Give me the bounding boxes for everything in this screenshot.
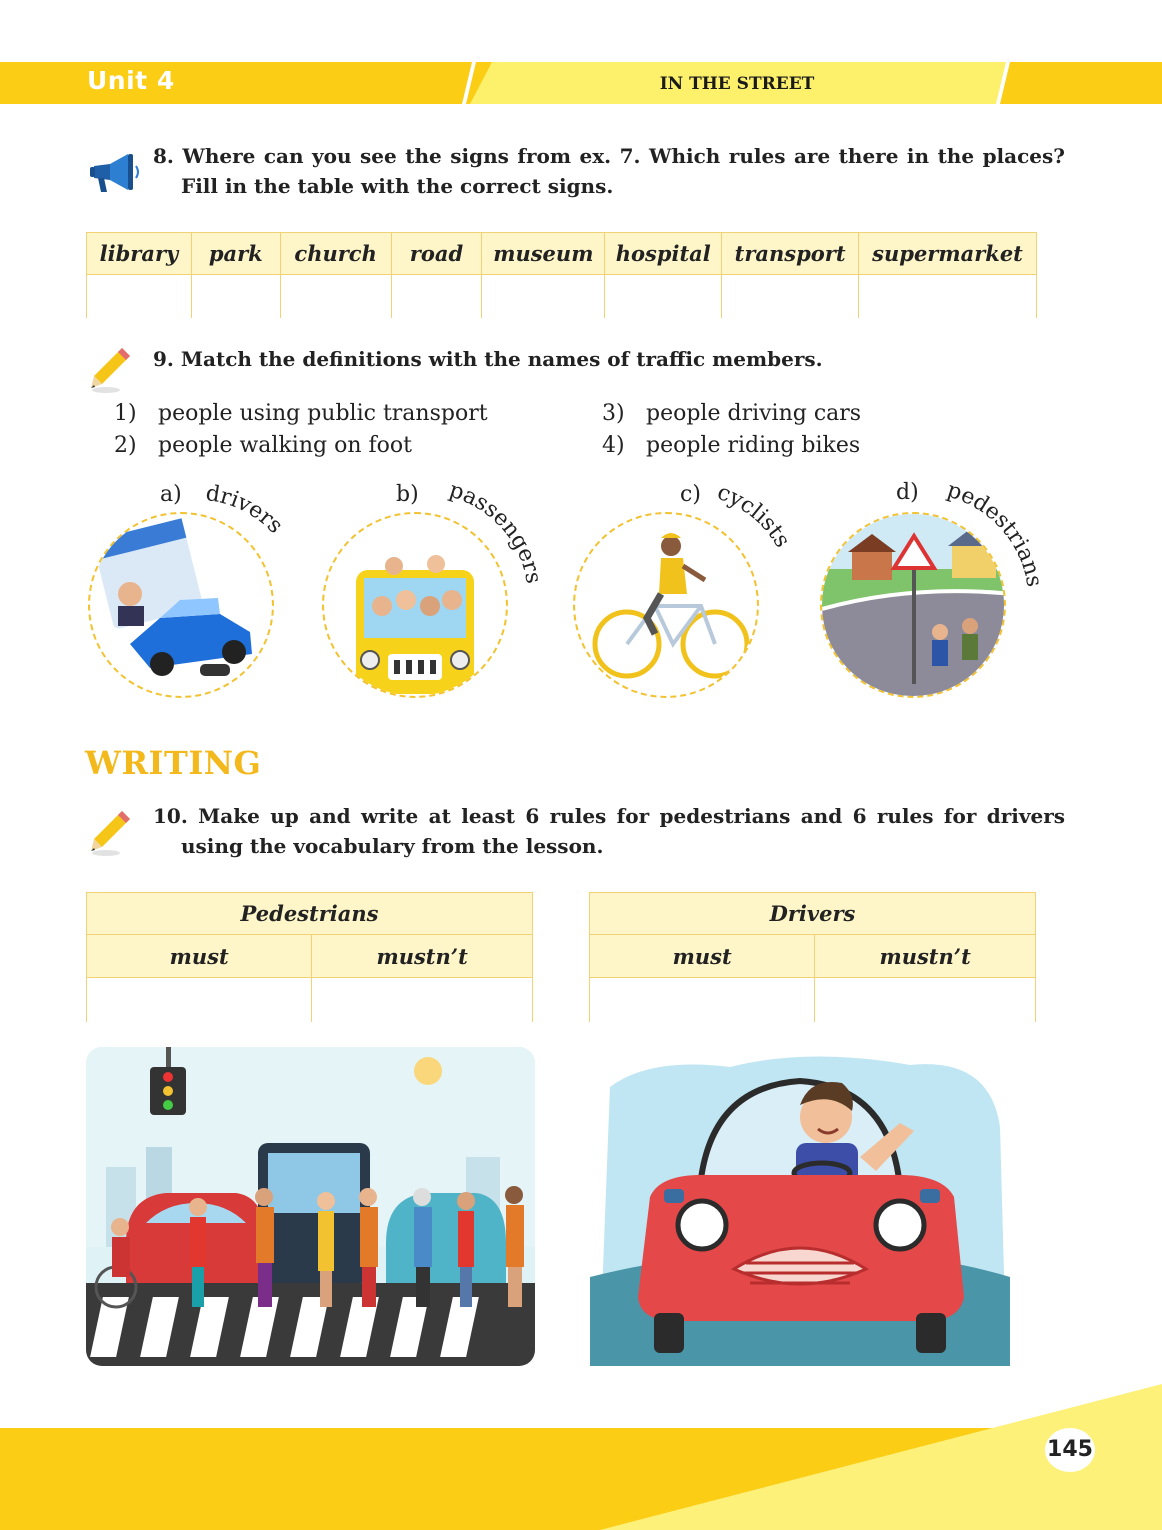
column-header: museum <box>482 233 605 275</box>
answer-cell[interactable] <box>87 275 192 318</box>
column-header: church <box>280 233 391 275</box>
answer-cell[interactable] <box>87 978 312 1022</box>
crossing-illustration <box>86 1047 535 1366</box>
svg-text:pedestrians: pedestrians <box>944 477 1047 589</box>
pencil-icon <box>88 806 134 858</box>
answer-cell[interactable] <box>859 275 1037 318</box>
column-header: mustn’t <box>815 935 1036 978</box>
column-header: road <box>391 233 482 275</box>
section-heading: WRITING <box>85 744 262 782</box>
footer-band <box>0 1380 1162 1530</box>
drivers-table <box>589 892 1036 1022</box>
column-header: supermarket <box>859 233 1037 275</box>
unit-title: IN THE STREET <box>659 74 815 94</box>
drivers-picture <box>88 512 274 698</box>
column-header: must <box>590 935 815 978</box>
exercise-10-prompt: 10. Make up and write at least 6 rules for pedestrians and 6 rules for drivers using the vocabulary from the lesson. <box>153 804 1065 858</box>
answer-cell[interactable] <box>815 978 1036 1022</box>
table-title: Pedestrians <box>87 893 533 935</box>
answer-cell[interactable] <box>191 275 280 318</box>
driver-illustration <box>590 1047 1010 1366</box>
pencil-icon <box>88 344 134 394</box>
cyclists-picture <box>573 512 759 698</box>
member-letter: b) <box>396 482 419 507</box>
answer-cell[interactable] <box>722 275 859 318</box>
svg-text:cyclists: cyclists <box>713 479 795 553</box>
column-header: transport <box>722 233 859 275</box>
pedestrians-table <box>86 892 533 1022</box>
answer-cell[interactable] <box>391 275 482 318</box>
definition-item: 2) people walking on foot <box>114 433 412 458</box>
definition-item: 3) people driving cars <box>602 401 862 426</box>
passengers-picture <box>322 512 508 698</box>
answer-cell[interactable] <box>605 275 722 318</box>
member-letter: a) <box>160 482 182 507</box>
svg-text:passengers: passengers <box>446 477 546 586</box>
column-header: park <box>191 233 280 275</box>
answer-cell[interactable] <box>312 978 533 1022</box>
page-number: 145 <box>1045 1428 1095 1472</box>
megaphone-icon <box>88 148 140 198</box>
exercise-9-prompt: 9. Match the definitions with the names of traffic members. <box>153 347 823 371</box>
member-letter: d) <box>896 480 919 505</box>
answer-cell[interactable] <box>482 275 605 318</box>
exercise-8-prompt: 8. Where can you see the signs from ex. 7. Which rules are there in the places? Fill in the table with the correct signs. <box>153 144 1065 198</box>
table-title: Drivers <box>590 893 1036 935</box>
definition-item: 4) people riding bikes <box>602 433 861 458</box>
pedestrians-picture <box>820 512 1006 698</box>
places-table <box>86 232 1037 318</box>
column-header: library <box>87 233 192 275</box>
answer-cell[interactable] <box>590 978 815 1022</box>
column-header: hospital <box>605 233 722 275</box>
column-header: mustn’t <box>312 935 533 978</box>
unit-label: Unit 4 <box>87 66 175 95</box>
member-letter: c) <box>680 482 701 507</box>
answer-cell[interactable] <box>280 275 391 318</box>
definition-item: 1) people using public transport <box>114 401 488 426</box>
column-header: must <box>87 935 312 978</box>
svg-text:drivers: drivers <box>204 480 288 539</box>
